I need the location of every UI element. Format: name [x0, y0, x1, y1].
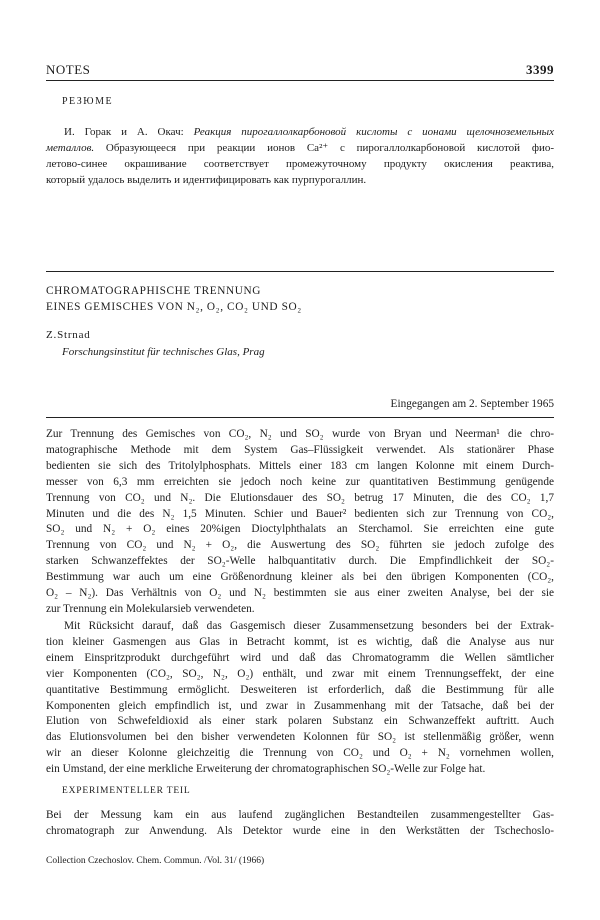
- p2-line: Mit Rücksicht darauf, daß das Gasgemisch dieser Zusammensetzung besonders bei der Extrak-: [64, 620, 554, 632]
- header-rule: [46, 80, 554, 81]
- page-number: 3399: [526, 62, 554, 77]
- resume-heading: РЕЗЮМЕ: [62, 96, 114, 107]
- resume-text-1: Образующееся при реакции ионов Ca²⁺ с пирогаллолкарбоновой кислотой фио-: [94, 142, 554, 154]
- p2-line: tion kleiner Gasmengen aus Glas in Betracht kommt, ist es wichtig, daß die Analyse aus nur: [46, 635, 554, 648]
- author: Z.Strnad: [46, 329, 91, 341]
- article-title-line-2: EINES GEMISCHES VON N₂, O₂, CO₂ UND SO₂: [46, 301, 302, 313]
- p3-line: Bei der Messung kam ein aus laufend zugänglichen Bestandteilen zusammengestellter Gas-: [46, 809, 554, 821]
- p1-line: zur Trennung ein Molekularsieb verwendeten.: [46, 602, 255, 615]
- resume-title-ru: Реакция пирогаллолкарбоновой кислоты с ионами щелочноземельных: [193, 126, 554, 138]
- experimental-heading: EXPERIMENTELLER TEIL: [62, 786, 191, 796]
- running-header-section: NOTES: [46, 62, 91, 77]
- resume-line-4: который удалось выделить и идентифицировать как пурпурогаллин.: [46, 174, 367, 186]
- resume-title-ru-cont: металлов.: [46, 142, 95, 154]
- p1-line: Trennung von CO₂ und N₂ + O₂, die Auswertung des SO₂ führten sie jedoch zufolge des: [46, 539, 554, 552]
- p2-line: Komponenten gleich empfindlich ist, und zwar in Zusammenhang mit der Tatsache, daß bei der: [46, 699, 554, 712]
- p2-line: einem Einspritzprodukt durchgeführt wird und daß das Chromatogramm die Wellen sämtlicher: [46, 651, 554, 664]
- footer-citation: Collection Czechoslov. Chem. Commun. /Vol. 31/ (1966): [46, 856, 265, 866]
- p2-line: Elution von Schwefeldioxid als einer stark polaren Substanz ein Schwanzeffekt auftritt. Auch: [46, 715, 554, 728]
- p1-line: Bestimmung war auch um eine Größenordnung kleiner als bei den übrigen Komponenten (CO₂,: [46, 571, 554, 584]
- article-separator-rule: [46, 271, 554, 272]
- p3-line: chromatograph zur Anwendung. Als Detektor wurde eine in den Werkstätten der Tschechoslo-: [46, 824, 554, 837]
- resume-block: [46, 124, 554, 188]
- p1-line: messer von 6,3 mm erreichten sie jedoch noch keine zur quantitativen Bestimmung genügende: [46, 475, 554, 488]
- resume-line-1: [46, 124, 554, 140]
- received-rule: [46, 417, 554, 418]
- received-date: Eingegangen am 2. September 1965: [390, 398, 554, 410]
- p1-line: Zur Trennung des Gemisches von CO₂, N₂ und SO₂ wurde von Bryan und Neerman¹ die chro-: [46, 428, 554, 440]
- p1-line: Minuten und die des N₂ 1,5 Minuten. Schier und Bauer² bedienten sich zur Trennung von CO₂,: [46, 507, 554, 520]
- p1-line: matographische Methode mit dem System Gas–Flüssigkeit verwendet. Als stationärer Phase: [46, 443, 554, 456]
- resume-line-3: летово-синее окрашивание соответствует промежуточному продукту окисления реактива,: [46, 158, 554, 170]
- affiliation: Forschungsinstitut für technisches Glas, Prag: [62, 346, 265, 358]
- p1-line: starken Schwanzeffektes der SO₂-Welle halbquantitativ durch. Die Empfindlichkeit der SO₂-: [46, 555, 554, 568]
- p1-line: Trennung von CO₂ und N₂. Die Elutionsdauer des SO₂ betrug 17 Minuten, die des CO₂ 1,7: [46, 491, 554, 504]
- paragraph-3: [46, 808, 554, 840]
- resume-line-2: [46, 140, 554, 156]
- p2-line: das Elutionsvolumen bei den bisher verwendeten Kolonnen für SO₂ ist stellenmäßig größer, wenn: [46, 731, 554, 744]
- p2-line: ein Umstand, der eine merkliche Erweiterung der chromatographischen SO₂-Welle zur Folge hat.: [46, 763, 486, 776]
- article-title-line-1: CHROMATOGRAPHISCHE TRENNUNG: [46, 285, 262, 297]
- paragraph-2: [46, 619, 554, 778]
- p1-line: bedienten sie sich des Tritolylphosphats. Mittels einer 183 cm langen Kolonne mit einem Durch-: [46, 459, 554, 472]
- resume-authors: И. Горак и А. Окач:: [64, 126, 194, 138]
- p2-line: vier Komponenten (CO₂, SO₂, N₂, O₂) enthält, und zwar mit einem Trennungseffekt, der eine: [46, 667, 554, 680]
- p2-line: quantitative Bestimmung ermöglicht. Desweiteren ist erforderlich, daß die Bestimmung für alle: [46, 683, 554, 696]
- p2-line: wir an dieser Kolonne gleichzeitig die Trennung von CO₂ und O₂ + N₂ vornehmen wollen,: [46, 747, 554, 760]
- p1-line: SO₂ und N₂ + O₂ eines 20%igen Dioctylphthalats an Sterchamol. Sie erreichten eine gute: [46, 523, 554, 536]
- p1-line: O₂ – N₂). Das Verhältnis von O₂ und N₂ bestimmten sie aus einer zweiten Analyse, bei der sie: [46, 587, 554, 600]
- paragraph-1: [46, 427, 554, 618]
